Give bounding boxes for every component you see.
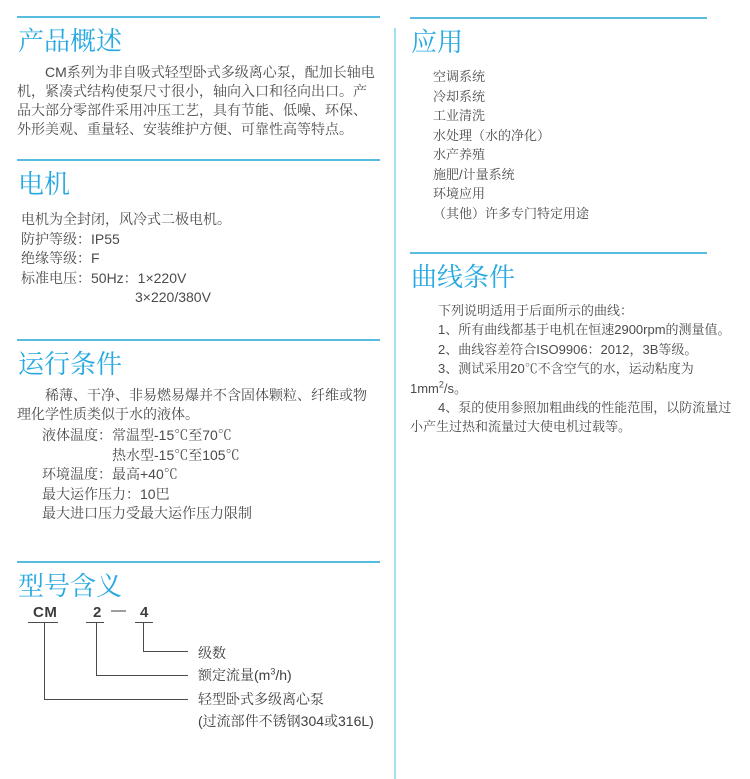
section-rule	[17, 159, 380, 161]
section-motor	[17, 159, 380, 308]
section-curve-conditions	[410, 252, 744, 437]
motor-description: 电机为全封闭，风冷式二极电机。	[21, 211, 231, 227]
label-number-of-stages: 级数	[198, 645, 226, 661]
application-item: 冷却系统	[433, 88, 486, 104]
curve-note-3-sup: 2	[438, 379, 444, 390]
section-applications	[410, 17, 744, 223]
label-rated-flow-pre: 额定流量(m	[198, 667, 271, 683]
underline-flow	[86, 622, 104, 623]
application-item: 环境应用	[433, 186, 486, 201]
max-inlet-pressure: 最大进口压力受最大运作压力限制	[42, 505, 252, 521]
model-designation-diagram	[17, 561, 380, 771]
ambient-temperature: 环境温度：最高+40℃	[42, 466, 178, 482]
motor-spec-list	[17, 210, 380, 308]
label-rated-flow-post: /h)	[275, 667, 292, 683]
curve-note-3-pre: 3、测试采用20℃不含空气的水，运动粘度为1mm	[410, 361, 694, 396]
liquid-temperature-line2: 热水型-15℃至105℃	[112, 446, 240, 463]
curve-intro: 下列说明适用于后面所示的曲线：	[438, 303, 634, 318]
model-code-stages: 4	[140, 604, 149, 621]
operating-conditions-list	[17, 426, 380, 524]
curve-note-3-post: /s。	[443, 380, 468, 396]
underline-series	[28, 622, 58, 623]
curve-note-4: 4、泵的使用参照加粗曲线的性能范围，以防流量过小产生过热和流量过大使电机过载等。	[410, 400, 732, 435]
model-code-dash: —	[111, 602, 127, 619]
liquid-temperature-line1: 液体温度：常温型-15℃至70℃	[42, 427, 232, 443]
section-model-designation	[17, 561, 380, 771]
motor-voltage-line2: 3×220/380V	[135, 289, 211, 305]
section-operating-conditions	[17, 339, 380, 524]
section-rule	[17, 339, 380, 341]
max-operating-pressure: 最大运作压力：10巴	[42, 485, 170, 502]
connector-vertical-flow	[96, 622, 97, 675]
application-item: 空调系统	[433, 69, 486, 84]
application-item: 工业清洗	[433, 108, 486, 123]
motor-insulation-class: 绝缘等级：F	[21, 250, 100, 266]
applications-list	[410, 67, 744, 223]
product-overview-paragraph: CM系列为非自吸式轻型卧式多级离心泵，配加长轴电机，紧凑式结构使泵尺寸很小，轴向入口和径向出口。产品大部分零部件采用冲压工艺，具有节能、低噪、环保、外形美观、重量轻、安装维护方便、可靠性高等特点。	[17, 64, 375, 137]
label-rated-flow	[198, 665, 292, 685]
product-overview-title: 产品概述	[18, 26, 123, 56]
curve-note-1: 1、所有曲线都基于电机在恒速2900rpm的测量值。	[438, 322, 731, 338]
model-code-series: CM	[33, 604, 58, 621]
application-item: 施肥/计量系统	[433, 166, 515, 182]
operating-conditions-title: 运行条件	[18, 349, 123, 379]
curve-conditions-body	[410, 301, 744, 437]
section-rule	[410, 252, 707, 254]
motor-title: 电机	[18, 169, 71, 199]
connector-vertical-stages	[143, 622, 144, 651]
connector-vertical-series	[44, 622, 45, 699]
section-product-overview	[17, 16, 380, 139]
operating-conditions-paragraph: 稀薄、干净、非易燃易爆并不含固体颗粒、纤维或物理化学性质类似于水的液体。	[17, 387, 367, 422]
model-designation-title: 型号含义	[18, 571, 123, 601]
application-item: 水产养殖	[433, 147, 486, 162]
curve-note-2: 2、曲线容差符合ISO9906：2012，3B等级。	[438, 341, 698, 357]
label-pump-material-note: (过流部件不锈钢304或316L)	[198, 713, 374, 729]
section-rule	[17, 16, 380, 18]
motor-voltage-line1: 标准电压：50Hz：1×220V	[21, 269, 187, 286]
connector-horizontal-stages	[143, 651, 188, 652]
connector-horizontal-flow	[96, 675, 188, 676]
label-rated-flow-sup: 3	[270, 666, 276, 677]
applications-title: 应用	[411, 27, 464, 57]
connector-horizontal-series	[44, 699, 188, 700]
column-divider	[394, 28, 396, 779]
model-code-flow: 2	[93, 604, 102, 621]
application-item: 水处理（水的净化）	[433, 127, 551, 143]
label-pump-type: 轻型卧式多级离心泵	[198, 691, 324, 707]
curve-note-3	[410, 359, 744, 398]
application-item: （其他）许多专门特定用途	[433, 205, 590, 221]
underline-stages	[135, 622, 153, 623]
curve-conditions-title: 曲线条件	[411, 262, 516, 292]
section-rule	[410, 17, 707, 19]
motor-protection-rating: 防护等级：IP55	[21, 230, 120, 247]
